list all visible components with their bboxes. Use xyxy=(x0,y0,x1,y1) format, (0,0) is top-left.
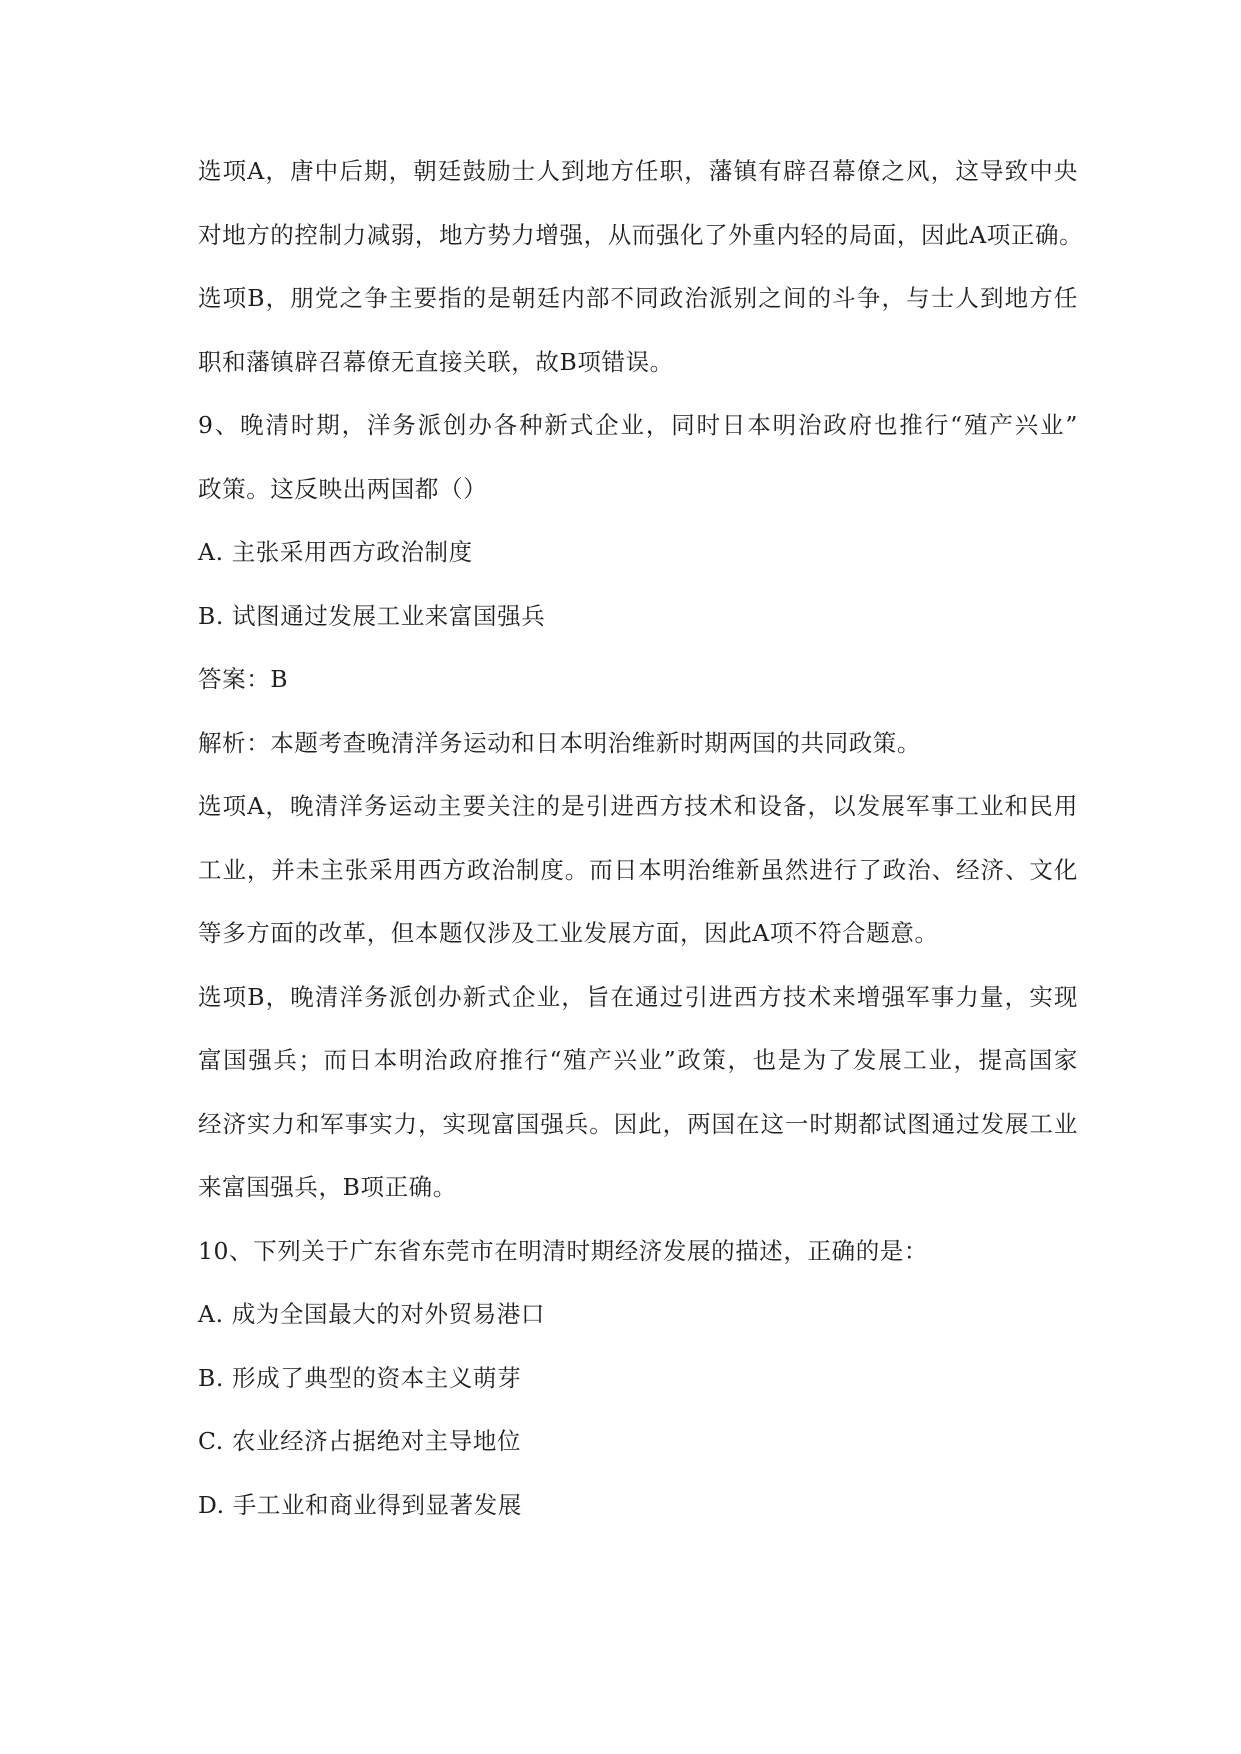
question-9-option-b: B. 试图通过发展工业来富国强兵 xyxy=(198,601,546,630)
question-9-stem: 9、晚清时期，洋务派创办各种新式企业，同时日本明治政府也推行“殖产兴业” xyxy=(198,411,1078,439)
text-line: 职和藩镇辟召幕僚无直接关联，故B项错误。 xyxy=(198,347,674,376)
document-body xyxy=(198,140,1084,1537)
question-9-answer: 答案：B xyxy=(198,665,289,693)
text-line: 来富国强兵，B项正确。 xyxy=(198,1173,457,1201)
question-10-stem: 10、下列关于广东省东莞市在明清时期经济发展的描述，正确的是： xyxy=(198,1236,929,1265)
question-10-option-d: D. 手工业和商业得到显著发展 xyxy=(198,1490,522,1519)
text-line: 工业，并未主张采用西方政治制度。而日本明治维新虽然进行了政治、经济、文化 xyxy=(198,855,1078,884)
question-9-analysis: 解析：本题考查晚清洋务运动和日本明治维新时期两国的共同政策。 xyxy=(198,728,921,757)
question-9-option-a: A. 主张采用西方政治制度 xyxy=(198,538,473,566)
text-line: 经济实力和军事实力，实现富国强兵。因此，两国在这一时期都试图通过发展工业 xyxy=(198,1109,1078,1138)
text-line: 选项B，晚清洋务派创办新式企业，旨在通过引进西方技术来增强军事力量，实现 xyxy=(198,982,1078,1011)
question-10-option-c: C. 农业经济占据绝对主导地位 xyxy=(198,1427,522,1455)
question-10-option-a: A. 成为全国最大的对外贸易港口 xyxy=(198,1300,546,1328)
text-line: 选项A，唐中后期，朝廷鼓励士人到地方任职，藩镇有辟召幕僚之风，这导致中央 xyxy=(198,157,1078,185)
text-line: 选项A，晚清洋务运动主要关注的是引进西方技术和设备，以发展军事工业和民用 xyxy=(198,792,1078,820)
text-line: 等多方面的改革，但本题仅涉及工业发展方面，因此A项不符合题意。 xyxy=(198,919,939,947)
text-line: 对地方的控制力减弱，地方势力增强，从而强化了外重内轻的局面，因此A项正确。 xyxy=(198,220,1084,249)
question-10-option-b: B. 形成了典型的资本主义萌芽 xyxy=(198,1363,522,1392)
question-9-stem-end: 政策。这反映出两国都（） xyxy=(198,474,488,503)
text-line: 富国强兵；而日本明治政府推行“殖产兴业”政策，也是为了发展工业，提高国家 xyxy=(198,1046,1078,1074)
text-line: 选项B，朋党之争主要指的是朝廷内部不同政治派别之间的斗争，与士人到地方任 xyxy=(198,284,1078,312)
